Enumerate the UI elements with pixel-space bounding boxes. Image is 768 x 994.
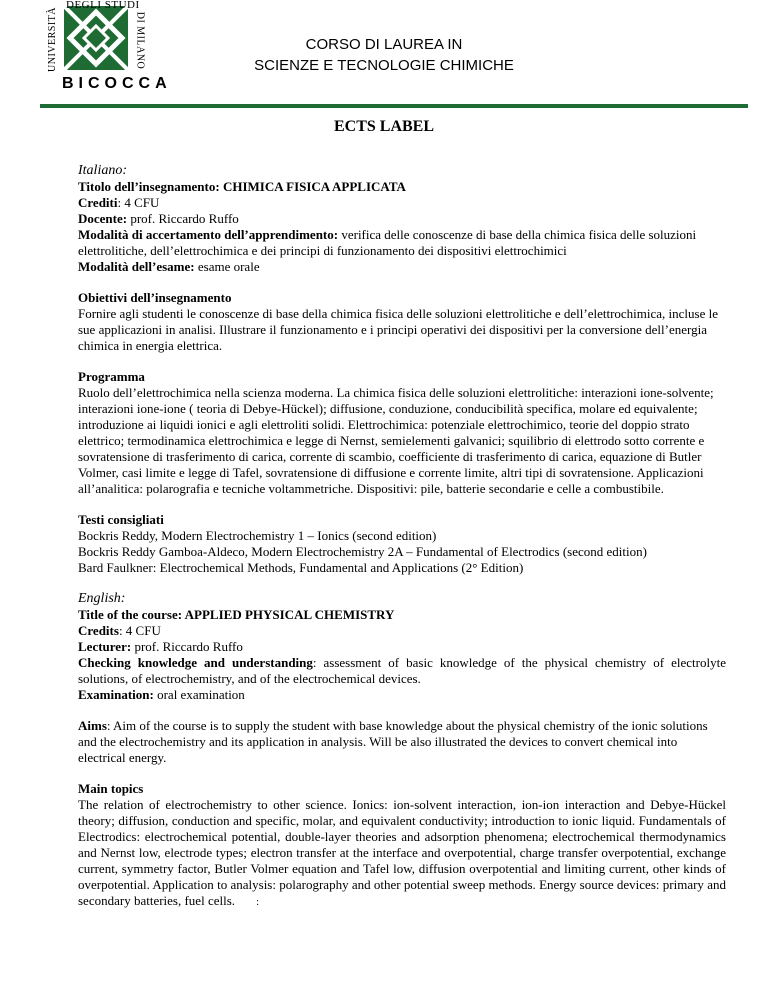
- italian-label: Italiano:: [78, 163, 127, 178]
- docente-value: prof. Riccardo Ruffo: [127, 211, 239, 226]
- crediti-row: [78, 195, 726, 211]
- main-topics-title: Main topics: [78, 781, 144, 796]
- logo-degli-studi-text: DEGLI STUDI: [66, 0, 140, 11]
- title-row: [78, 607, 726, 623]
- examination-row: [78, 687, 726, 703]
- course-header: [0, 34, 768, 76]
- header-divider: [40, 104, 748, 108]
- modalita-esame-row: [78, 259, 726, 275]
- title-label: Title of the course:: [78, 607, 183, 622]
- main-topics-text: [78, 797, 726, 911]
- testi-item: Bard Faulkner: Electrochemical Methods, Fundamental and Applications (2° Edition): [78, 560, 524, 575]
- checking-label: Checking knowledge and understanding: [78, 655, 313, 670]
- document-body: [78, 163, 726, 911]
- lecturer-label: Lecturer:: [78, 639, 132, 654]
- logo-bicocca-text: BICOCCA: [62, 75, 172, 92]
- aims-row: [78, 718, 726, 766]
- aims-value: : Aim of the course is to supply the student with base knowledge about the physical chemistry of the ionic solutions and the electrochemistry and its application in analysis. Will be also illustrated the devices to convert chemical into electrical energy.: [78, 718, 708, 765]
- testi-title: Testi consigliati: [78, 512, 164, 527]
- testi-item: Bockris Reddy, Modern Electrochemistry 1 – Ionics (second edition): [78, 528, 437, 543]
- title-value: APPLIED PHYSICAL CHEMISTRY: [182, 607, 395, 622]
- programma-title: Programma: [78, 369, 145, 384]
- crediti-label: Crediti: [78, 195, 118, 210]
- testi-item: Bockris Reddy Gamboa-Aldeco, Modern Electrochemistry 2A – Fundamental of Electrodics (second edition): [78, 544, 647, 559]
- credits-row: [78, 623, 726, 639]
- logo-universita-text: UNIVERSITÀ: [47, 7, 58, 72]
- docente-row: [78, 211, 726, 227]
- modalita-esame-label: Modalità dell’esame:: [78, 259, 195, 274]
- page-title: ECTS LABEL: [333, 118, 435, 135]
- obiettivi-text: Fornire agli studenti le conoscenze di base della chimica fisica delle soluzioni elettrolitiche e dell’elettrochimica, incluse le sue applicazioni in analisi. Illustrare il funzionamento e i principi operativi dei dispositivi per la conversione dell’energia chimica in energia elettrica.: [78, 306, 719, 353]
- modalita-accertamento-label: Modalità di accertamento dell’apprendimento:: [78, 227, 339, 242]
- crediti-value: : 4 CFU: [117, 195, 160, 210]
- modalita-esame-value: esame orale: [194, 259, 260, 274]
- main-topics-body: The relation of electrochemistry to other science. Ionics: ion-solvent interaction, ion-ion interaction and Debye-Hückel theory; diffusion, conduction and specific, molar, and equivalent conductivity; introduction to ionic liquid. Fundamentals of Electrodics: electrochemical potential, double-layer theories and adsorption phenomena; electrochemical thermodynamics and Nernst low, electrode types; electron transfer at the interface and overpotential, charge transfer overpotential, exchange current, symmetry factor, Butler Volmer equation and Tafel low, diffusion overpotential and limiting current, other kinds of overpotential. Application to analysis: polarography and other potential sweep methods. Energy source devices: primary and secondary batteries, fuel cells.: [78, 797, 726, 908]
- lecturer-value: prof. Riccardo Ruffo: [131, 639, 243, 654]
- titolo-row: [78, 179, 726, 195]
- english-label: English:: [78, 591, 126, 606]
- course-header-line1: CORSO DI LAUREA IN: [305, 36, 463, 53]
- examination-value: oral examination: [153, 687, 245, 702]
- programma-text: Ruolo dell’elettrochimica nella scienza moderna. La chimica fisica delle soluzioni elettrolitiche: interazioni ione-solvente; interazioni ione-ione ( teoria di Debye-Hückel); diffusione, conduzione, conducibilità specifica, molare ed equivalente; introduzione ai liquidi ionici e agli elettroliti solidi. Elettrochimica: potenziale elettrochimico, teorie del doppio strato elettrico; termodinamica elettrochimica e legge di Nernst, semielementi galvanici; squilibrio di elettrodo sotto corrente e sovratensione di trasferimento di carica, corrente di scambio, coefficiente di trasferimento di carica, equazione di Butler Volmer, casi limite e legge di Tafel, sovratensione di diffusione e corrente limite, altri tipi di sovratensione. Applicazioni all’analitica: polarografia e tecniche voltammetriche. Dispositivi: pile, batterie secondarie e celle a combustibile.: [78, 385, 714, 496]
- credits-value: : 4 CFU: [118, 623, 161, 638]
- obiettivi-title: Obiettivi dell’insegnamento: [78, 290, 232, 305]
- titolo-value: CHIMICA FISICA APPLICATA: [219, 179, 406, 194]
- examination-label: Examination:: [78, 687, 154, 702]
- credits-label: Credits: [78, 623, 119, 638]
- checking-row: [78, 655, 726, 687]
- course-header-line2: SCIENZE E TECNOLOGIE CHIMICHE: [254, 57, 514, 74]
- trailing-mark: :: [256, 897, 260, 908]
- titolo-label: Titolo dell’insegnamento:: [78, 179, 220, 194]
- aims-label: Aims: [78, 718, 107, 733]
- logo-di-milano-text: DI MILANO: [134, 11, 146, 70]
- modalita-accertamento-value: verifica delle conoscenze di base della chimica fisica delle soluzioni elettrolitiche, dell’elettrochimica e dei principi di funzionamento dei dispositivi elettrochimici: [78, 227, 697, 258]
- checking-value: : assessment of basic knowledge of the physical chemistry of electrolyte solutions, of electrochemistry, and of the electrochemical devices.: [78, 655, 726, 686]
- docente-label: Docente:: [78, 211, 128, 226]
- modalita-accertamento-row: [78, 227, 726, 259]
- lecturer-row: [78, 639, 726, 655]
